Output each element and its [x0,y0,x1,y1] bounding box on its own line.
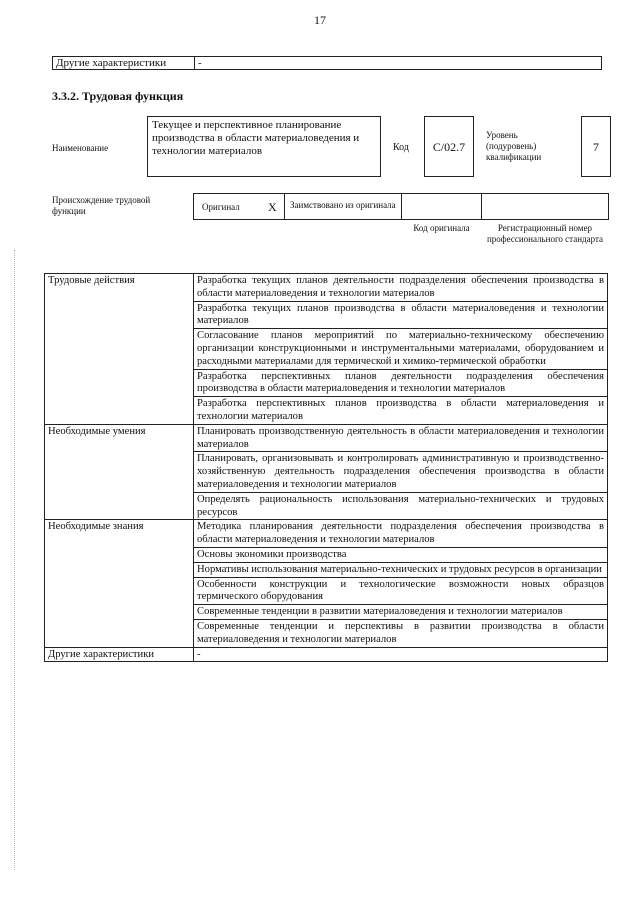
original-cell [193,193,285,220]
page-number: 17 [314,13,326,27]
table-row [45,424,608,452]
section-title: 3.3.2. Трудовая функция [52,89,184,103]
table-cell: Основы экономики производства [194,547,608,562]
code-original-label: Код оригинала [413,223,470,233]
table-cell: Особенности конструкции и технологические возможности новых образцов термического оборудования [194,577,608,605]
table-cell: Определять рациональность использования материально-технических и трудовых ресурсов [194,492,608,520]
table-cell: Планировать производственную деятельность в области материаловедения и технологии материалов [194,424,608,452]
name-value: Текущее и перспективное планирование производства в области материаловедения и технологии материалов [147,116,381,177]
top-characteristics-value: - [195,57,602,70]
borrowed-label: Заимствовано из оригинала [290,200,396,210]
other-characteristics-label: Другие характеристики [45,647,194,662]
scan-margin-line [14,250,15,870]
original-mark: X [268,200,277,214]
reg-number-label: Регистрационный номер профессионального стандарта [486,223,604,244]
section-title-cell: Необходимые знания [45,520,194,647]
table-row [45,274,608,302]
name-label: Наименование [52,143,109,153]
table-row [45,647,608,662]
code-original-cell [401,193,482,220]
table-cell: Современные тенденции в развитии материаловедения и технологии материалов [194,605,608,620]
table-cell: Планировать, организовывать и контролировать административную и производственно-хозяйственную деятельность подразделения обеспечения производства в области материаловедения и технологии материалов [194,452,608,492]
function-details-table [44,273,608,662]
table-cell: Разработка перспективных планов деятельности подразделения обеспечения производства в области материаловедения и технологии материалов [194,369,608,397]
table-cell: Разработка текущих планов производства в области материаловедения и технологии материалов [194,301,608,329]
table-row [45,520,608,548]
top-characteristics-label: Другие характеристики [53,57,195,70]
reg-number-cell [481,193,609,220]
table-cell: Нормативы использования материально-технических и трудовых ресурсов в организации [194,562,608,577]
level-value: 7 [581,116,611,177]
origin-label: Происхождение трудовой функции [52,195,151,216]
table-cell: Разработка текущих планов деятельности подразделения обеспечения производства в области материаловедения и технологии материалов [194,274,608,302]
section-title-cell: Трудовые действия [45,274,194,425]
code-value: С/02.7 [424,116,474,177]
borrowed-cell [284,193,402,220]
original-label: Оригинал [202,202,240,212]
table-cell: Разработка перспективных планов производства в области материаловедения и технологии материалов [194,397,608,425]
section-title-cell: Необходимые умения [45,424,194,520]
level-label: Уровень (подуровень) квалификации [486,130,542,162]
table-cell: Методика планирования деятельности подразделения обеспечения производства в области материаловедения и технологии материалов [194,520,608,548]
table-cell: Современные тенденции и перспективы в развитии производства в области материаловедения и технологии материалов [194,619,608,647]
table-cell: Согласование планов мероприятий по материально-техническому обеспечению организации конструкционными и инструментальными материалами, оборудованием и расходными материалами для термической и химико-термической обработки [194,329,608,369]
other-characteristics-value: - [194,647,608,662]
top-characteristics-table [52,56,602,70]
code-label: Код [393,142,409,153]
